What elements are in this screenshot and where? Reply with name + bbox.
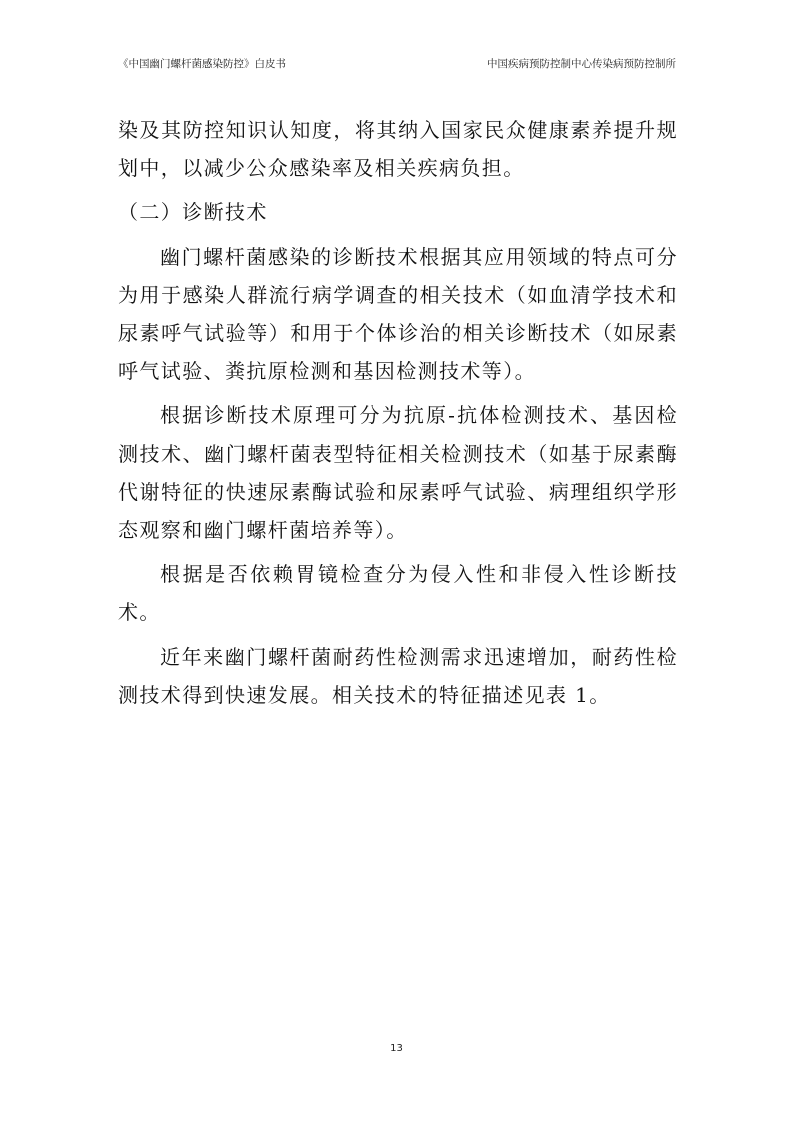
paragraph-resistance-testing: 近年来幽门螺杆菌耐药性检测需求迅速增加，耐药性检测技术得到快速发展。相关技术的特征描述见表 1。 — [118, 644, 678, 707]
section-heading: （二）诊断技术 — [118, 200, 268, 225]
paragraph-diagnosis-invasiveness: 根据是否依赖胃镜检查分为侵入性和非侵入性诊断技术。 — [118, 562, 678, 625]
paragraph-continuation: 染及其防控知识认知度，将其纳入国家民众健康素养提升规划中，以减少公众感染率及相关疾病负担。 — [118, 118, 678, 181]
organization-name: 中国疾病预防控制中心传染病预防控制所 — [487, 58, 676, 70]
paragraph-diagnosis-principle: 根据诊断技术原理可分为抗原-抗体检测技术、基因检测技术、幽门螺杆菌表型特征相关检测技术（如基于尿素酶代谢特征的快速尿素酶试验和尿素呼气试验、病理组织学形态观察和幽门螺杆菌培养等）。 — [118, 403, 678, 543]
page-header — [118, 56, 676, 72]
document-title: 《中国幽门螺杆菌感染防控》白皮书 — [118, 58, 286, 70]
page-number: 13 — [390, 1043, 403, 1054]
page-body — [118, 111, 678, 714]
paragraph-diagnosis-application: 幽门螺杆菌感染的诊断技术根据其应用领域的特点可分为用于感染人群流行病学调查的相关技术（如血清学技术和尿素呼气试验等）和用于个体诊治的相关诊断技术（如尿素呼气试验、粪抗原检测和基因检测技术等）。 — [118, 244, 678, 384]
